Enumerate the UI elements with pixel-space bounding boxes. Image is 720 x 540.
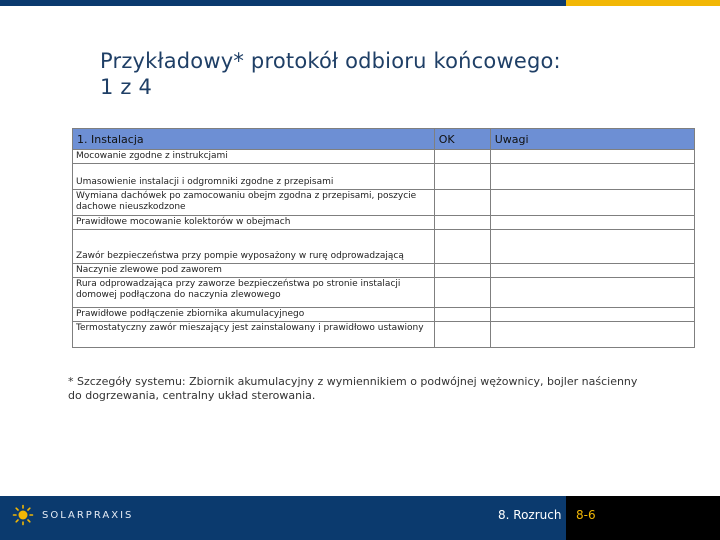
header-installation: 1. Instalacja bbox=[73, 129, 435, 150]
row-label: Mocowanie zgodne z instrukcjami bbox=[73, 150, 435, 164]
row-label: Prawidłowe mocowanie kolektorów w obejmach bbox=[73, 216, 435, 230]
ok-cell[interactable] bbox=[434, 322, 490, 348]
ok-cell[interactable] bbox=[434, 164, 490, 190]
remarks-cell[interactable] bbox=[490, 278, 694, 308]
protocol-table bbox=[72, 128, 695, 348]
slide-title-line2: 1 z 4 bbox=[100, 75, 153, 99]
table-row bbox=[73, 150, 695, 164]
row-label: Termostatyczny zawór mieszający jest zainstalowany i prawidłowo ustawiony bbox=[73, 322, 435, 348]
row-label: Naczynie zlewowe pod zaworem bbox=[73, 264, 435, 278]
header-ok: OK bbox=[434, 129, 490, 150]
row-label: Umasowienie instalacji i odgromniki zgodne z przepisami bbox=[73, 164, 435, 190]
remarks-cell[interactable] bbox=[490, 230, 694, 264]
ok-cell[interactable] bbox=[434, 264, 490, 278]
remarks-cell[interactable] bbox=[490, 150, 694, 164]
ok-cell[interactable] bbox=[434, 190, 490, 216]
ok-cell[interactable] bbox=[434, 278, 490, 308]
table-row bbox=[73, 190, 695, 216]
header-remarks: Uwagi bbox=[490, 129, 694, 150]
top-bar-accent bbox=[566, 0, 720, 6]
table-row bbox=[73, 230, 695, 264]
slide-title-line1: Przykładowy* protokół odbioru końcowego: bbox=[100, 49, 561, 73]
table-row bbox=[73, 322, 695, 348]
row-label: Prawidłowe podłączenie zbiornika akumulacyjnego bbox=[73, 308, 435, 322]
ok-cell[interactable] bbox=[434, 230, 490, 264]
sun-icon bbox=[12, 504, 34, 526]
table-row bbox=[73, 278, 695, 308]
table-row bbox=[73, 308, 695, 322]
ok-cell[interactable] bbox=[434, 308, 490, 322]
row-label: Rura odprowadzająca przy zaworze bezpieczeństwa po stronie instalacji domowej podłączona do naczynia zlewowego bbox=[73, 278, 435, 308]
remarks-cell[interactable] bbox=[490, 164, 694, 190]
remarks-cell[interactable] bbox=[490, 264, 694, 278]
row-label: Zawór bezpieczeństwa przy pompie wyposażony w rurę odprowadzającą bbox=[73, 230, 435, 264]
footnote: * Szczegóły systemu: Zbiornik akumulacyjny z wymiennikiem o podwójnej wężownicy, bojler naścienny do dogrzewania, centralny układ sterowania. bbox=[68, 375, 638, 402]
table-header-row bbox=[73, 129, 695, 150]
remarks-cell[interactable] bbox=[490, 190, 694, 216]
page-number: 8-6 bbox=[576, 508, 596, 522]
remarks-cell[interactable] bbox=[490, 308, 694, 322]
slide-title bbox=[100, 48, 561, 100]
remarks-cell[interactable] bbox=[490, 322, 694, 348]
ok-cell[interactable] bbox=[434, 216, 490, 230]
section-label: 8. Rozruch bbox=[498, 508, 562, 522]
ok-cell[interactable] bbox=[434, 150, 490, 164]
solarpraxis-logo bbox=[12, 504, 133, 526]
brand-name: SOLARPRAXIS bbox=[42, 509, 134, 521]
row-label: Wymiana dachówek po zamocowaniu obejm zgodna z przepisami, poszycie dachowe nieuszkodzone bbox=[73, 190, 435, 216]
table-row bbox=[73, 164, 695, 190]
table-row bbox=[73, 264, 695, 278]
table-row bbox=[73, 216, 695, 230]
remarks-cell[interactable] bbox=[490, 216, 694, 230]
